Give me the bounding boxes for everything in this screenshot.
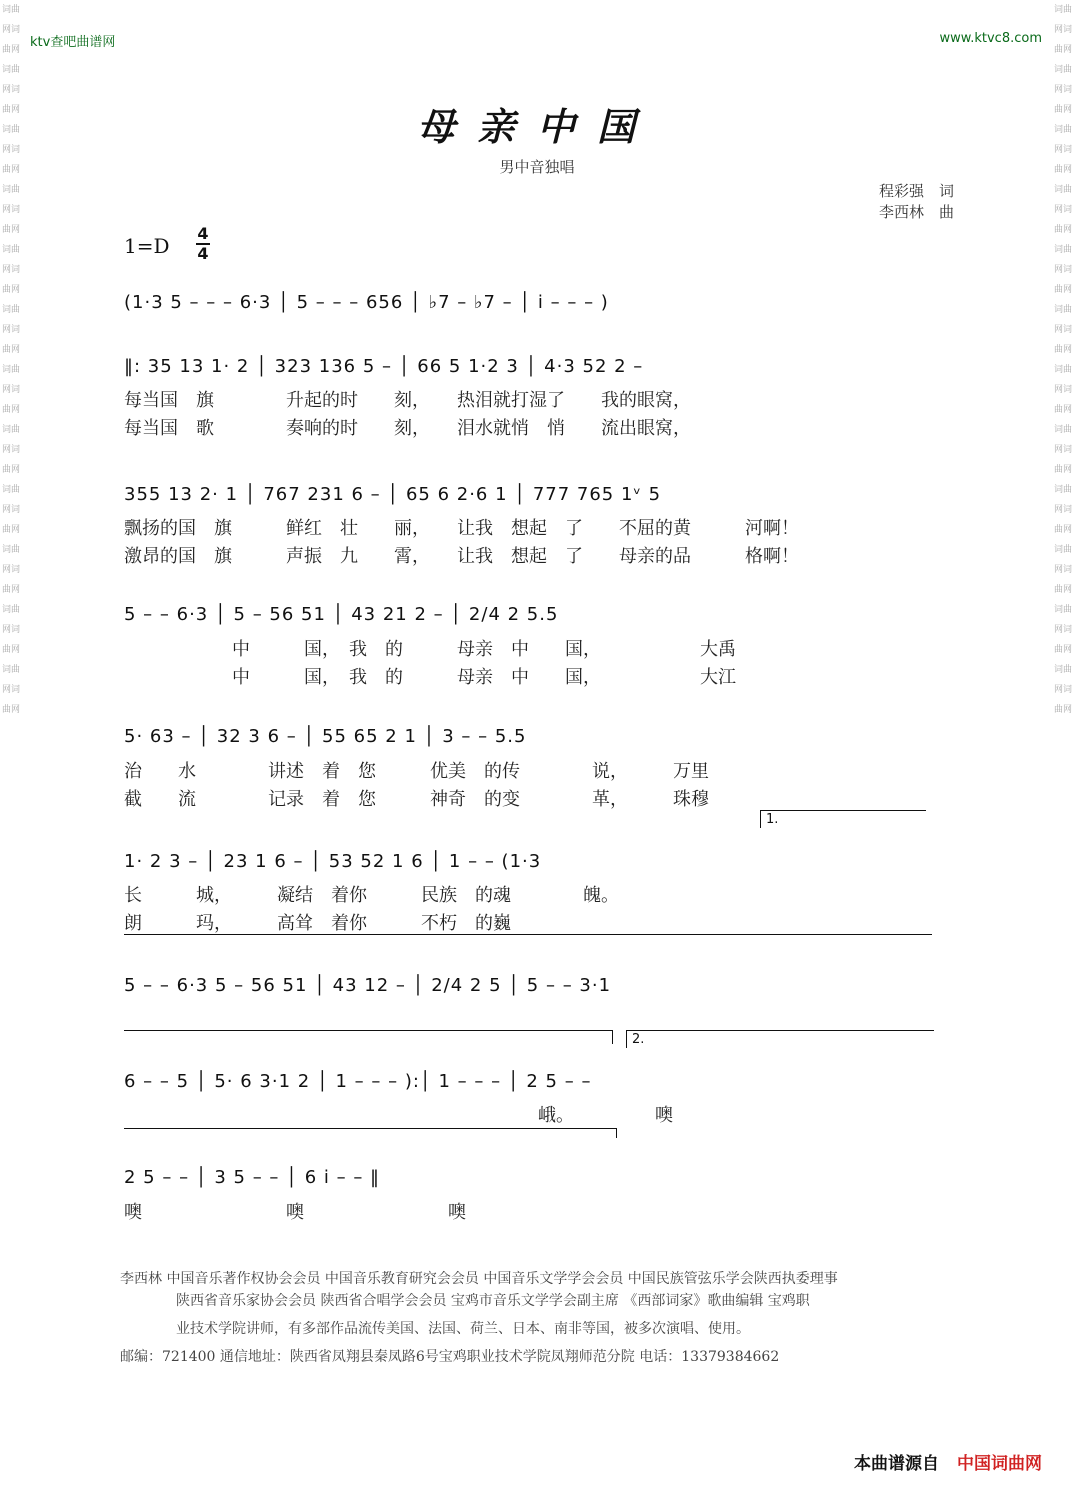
lyric-line-2-verse-2: 每当国 歌 奏响的时 刻， 泪水就悄 悄 流出眼窝，: [124, 418, 691, 439]
lyric-line-6-verse-1: 长 城， 凝结 着你 民族 的魂 魄。: [124, 885, 619, 906]
score-line-2: ‖: 35 13 1· 2 │ 323 136 5 – │ 66 5 1·2 3 │ 4·3 52 2 –: [124, 356, 644, 377]
score-line-5: 5· 63 – │ 32 3 6 – │ 55 65 2 1 │ 3 – – 5.5: [124, 726, 527, 747]
score-line-3: 355 13 2· 1 │ 767 231 6 – │ 65 6 2·6 1 │ 777 765 1ᵛ 5: [124, 484, 662, 505]
lyric-line-4-verse-1: 中 国， 我 的 母亲 中 国， 大禹: [124, 639, 736, 660]
score-line-4: 5 – – 6·3 │ 5 – 56 51 │ 43 21 2 – │ 2/4 2 5.5: [124, 604, 559, 625]
volta-2-label: 2.: [632, 1032, 645, 1047]
lyric-line-2-verse-1: 每当国 旗 升起的时 刻， 热泪就打湿了 我的眼窝，: [124, 390, 691, 411]
side-watermark-left: 词曲网词曲网词曲网词曲网词曲网词曲网词曲网词曲网词曲网词曲网词曲网词曲网词曲网词曲网词曲网词曲网词曲网词曲网词曲网词曲网词曲网词曲网词曲网词曲网: [1, 5, 20, 715]
score-line-7: 5 – – 6·3 5 – 56 51 │ 43 12 – │ 2/4 2 5 │ 5 – – 3·1: [124, 975, 612, 996]
key-signature: 1=D: [124, 234, 170, 258]
lyric-line-3-verse-2: 激昂的国 旗 声振 九 霄， 让我 想起 了 母亲的品 格啊！: [124, 546, 799, 567]
lyric-line-5-verse-1: 治 水 讲述 着 您 优美 的传 说， 万里: [124, 761, 709, 782]
composer-bio-line-1: 李西林 中国音乐著作权协会会员 中国音乐教育研究会会员 中国音乐文学学会会员 中国民族管弦乐学会陕西执委理事: [120, 1271, 838, 1287]
score-line-1: (1·3 5 – – – 6·3 │ 5 – – – 656 │ ♭7 – ♭7 – │ i – – – ): [124, 292, 609, 313]
lyric-line-4-verse-2: 中 国， 我 的 母亲 中 国， 大江: [124, 667, 736, 688]
section-divider: [124, 934, 932, 935]
site-link-right[interactable]: www.ktvc8.com: [939, 31, 1042, 46]
time-top: 4: [197, 224, 209, 243]
volta-1-continuation: [124, 1030, 612, 1031]
time-bottom: 4: [197, 244, 209, 263]
source-attribution: [854, 1449, 1042, 1474]
lyricist-credit: 程彩强 词: [878, 182, 954, 200]
score-line-6: 1· 2 3 – │ 23 1 6 – │ 53 52 1 6 │ 1 – – (1·3: [124, 851, 542, 872]
source-site-link[interactable]: 中国词曲网: [957, 1454, 1042, 1474]
site-link-left[interactable]: ktv查吧曲谱网: [30, 35, 116, 50]
volta-1-end-hook: [612, 1030, 613, 1044]
time-signature: [196, 226, 210, 262]
lyric-line-5-verse-2: 截 流 记录 着 您 神奇 的变 革， 珠穆: [124, 789, 709, 810]
volta-2-hook: [626, 1030, 627, 1048]
volta-1-label: 1.: [766, 812, 779, 827]
lyric-line-3-verse-1: 飘扬的国 旗 鲜红 壮 丽， 让我 想起 了 不屈的黄 河啊！: [124, 518, 799, 539]
volta-2-bracket: [626, 1030, 934, 1031]
composer-credit: 李西林 曲: [878, 203, 954, 221]
volta-1-bracket: [760, 810, 926, 811]
side-watermark-right: 词曲网词曲网词曲网词曲网词曲网词曲网词曲网词曲网词曲网词曲网词曲网词曲网词曲网词曲网词曲网词曲网词曲网词曲网词曲网词曲网词曲网词曲网词曲网词曲网: [1053, 5, 1072, 715]
contact-line: 邮编：721400 通信地址：陕西省凤翔县秦凤路6号宝鸡职业技术学院凤翔师范分院 电话：13379384662: [120, 1349, 780, 1365]
lyric-line-8: 峨。 噢: [124, 1105, 673, 1126]
composer-bio-line-3: 业技术学院讲师，有多部作品流传美国、法国、荷兰、日本、南非等国，被多次演唱、使用。: [176, 1321, 750, 1337]
song-title: 母亲中国: [416, 104, 657, 149]
composer-bio-line-2: 陕西省音乐家协会会员 陕西省合唱学会会员 宝鸡市音乐文学学会副主席 《西部词家》歌曲编辑 宝鸡职: [176, 1293, 810, 1309]
score-line-9: 2 5 – – │ 3 5 – – │ 6 i – – ‖: [124, 1167, 381, 1188]
lyric-line-6-verse-2: 朗 玛， 高耸 着你 不朽 的巍: [124, 913, 511, 934]
song-subtitle: 男中音独唱: [499, 158, 575, 176]
source-label: 本曲谱源自: [854, 1454, 939, 1474]
volta-continuation-line: [124, 1128, 616, 1129]
score-line-8: 6 – – 5 │ 5· 6 3·1 2 │ 1 – – – ):│ 1 – – – │ 2 5 – –: [124, 1071, 592, 1092]
volta-1-hook: [760, 810, 761, 828]
lyric-line-9: 噢 噢 噢: [124, 1202, 466, 1223]
volta-continuation-hook: [616, 1128, 617, 1138]
